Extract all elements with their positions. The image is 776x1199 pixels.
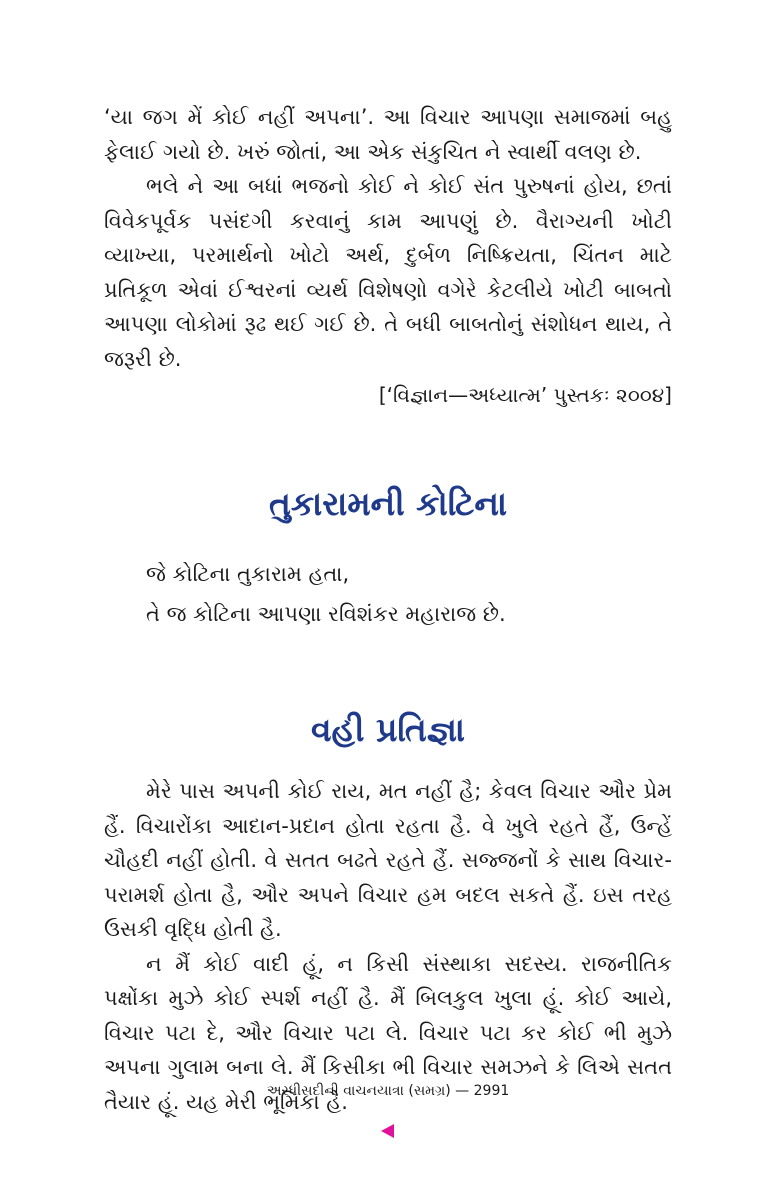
verse-block [146, 554, 672, 634]
section-title-pratigna: વહી પ્રતિજ્ઞા [311, 710, 465, 749]
section-title-tukaram: તુકારામની કોટિના [268, 484, 508, 523]
previous-page-arrow-icon[interactable] [381, 1124, 394, 1138]
page-body [104, 100, 672, 1119]
paragraph: ભલે ને આ બધાં ભજનો કોઈ ને કોઈ સંત પુરુષનાં હોય, છતાં વિવેકપૂર્વક પસંદગી કરવાનું કામ આપણું છે. વૈરાગ્યની ખોટી વ્યાખ્યા, પરમાર્થનો ખોટો અર્થ, દુર્બળ નિષ્ક્રિયતા, ચિંતન માટે પ્રતિકૂળ એવાં ઈશ્વરનાં વ્યર્થ વિશેષણો વગેરે કેટલીયે ખોટી બાબતો આપણા લોકોમાં રૂઢ થઈ ગઈ છે. તે બધી બાબતોનું સંશોધન થાય, તે જરૂરી છે. [104, 174, 672, 371]
source-citation: [‘વિજ્ઞાન—અધ્યાત્મ’ પુસ્તકઃ ૨૦૦૪] [378, 383, 672, 407]
verse-line: તે જ કોટિના આપણા રવિશંકર મહારાજ છે. [146, 602, 506, 626]
paragraph: મેરે પાસ અપની કોઈ રાય, મત નહીં હૈ; કેવલ વિચાર ઔર પ્રેમ હૈં. વિચારોંકા આદાન-પ્રદાન હોતા રહતા હૈ. વે ખુલે રહતે હૈં, ઉન્હેં ચૌહદી નહીં હોતી. વે સતત બઢતે રહતે હૈં. સજ્જનોં કે સાથ વિચાર-પરામર્શ હોતા હૈ, ઔર અપને વિચાર હમ બદલ સકતે હૈં. ઇસ તરહ ઉસકી વૃદ્ધિ હોતી હૈ. [104, 779, 672, 941]
verse-line: જે કોટિના તુકારામ હતા, [146, 562, 350, 586]
page-footer: અરધીસદીની વાચનયાત્રા (સમગ્ર) — 2991 [266, 1083, 510, 1099]
section-pratigna-body [104, 774, 672, 1119]
paragraph: ‘યા જગ મેં કોઈ નહીં અપના’. આ વિચાર આપણા સમાજમાં બહુ ફેલાઈ ગયો છે. ખરું જોતાં, આ એક સંકુચિત ને સ્વાર્થી વલણ છે. [104, 105, 672, 164]
section-intro [104, 100, 672, 412]
paragraph: ન મૈં કોઈ વાદી હૂં, ન કિસી સંસ્થાકા સદસ્ય. રાજનીતિક પક્ષોંકા મુઝે કોઈ સ્પર્શ નહીં હૈ. મૈં બિલકુલ ખુલા હૂં. કોઈ આયે, વિચાર પટા દે, ઔર વિચાર પટા લે. વિચાર પટા કર કોઈ ભી મુઝે અપના ગુલામ બના લે. મૈં કિસીકા ભી વિચાર સમઝને કે લિએ સતત તૈયાર હૂં. યહ મેરી ભૂમિકા હૈ. [104, 951, 672, 1114]
